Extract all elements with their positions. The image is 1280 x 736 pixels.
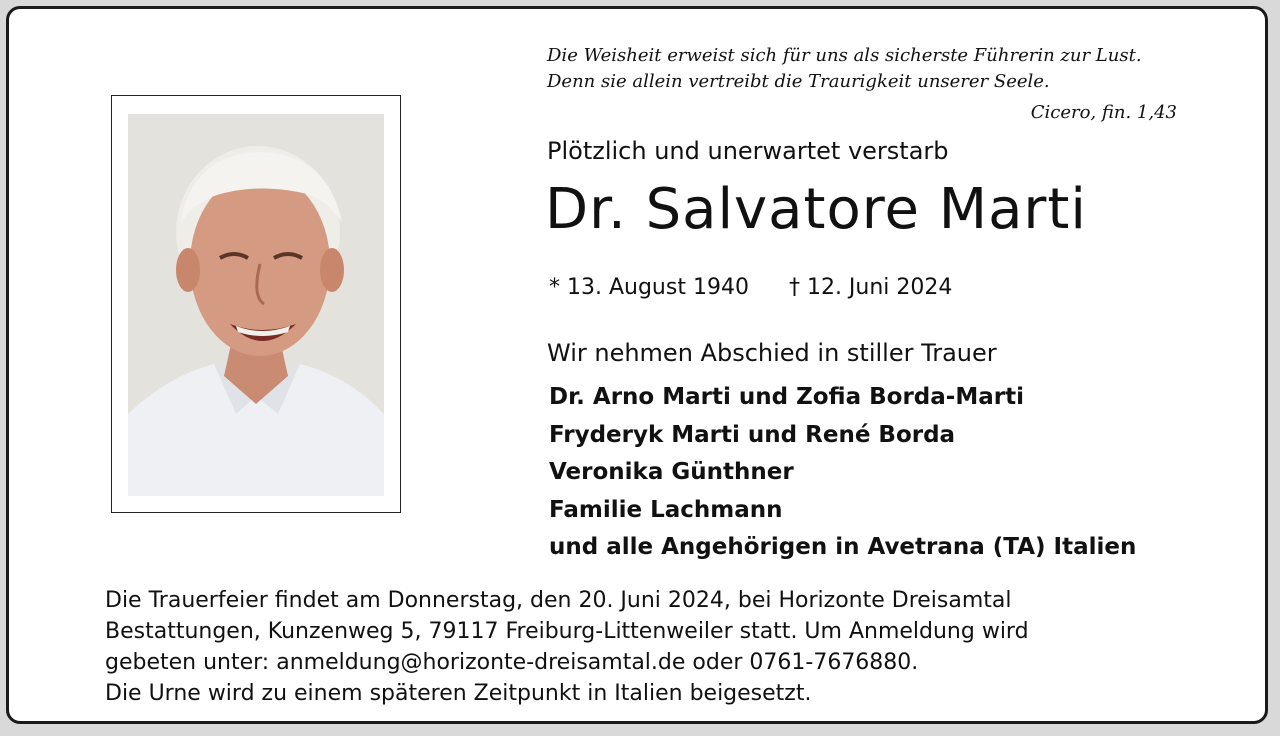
notice-line: Die Urne wird zu einem späteren Zeitpunkt in Italien beigesetzt. [105, 681, 812, 706]
obituary-card [6, 6, 1268, 724]
deceased-name: Dr. Salvatore Marti [545, 177, 1087, 242]
notice-line: Die Trauerfeier findet am Donnerstag, den 20. Juni 2024, bei Horizonte Dreisamtal [105, 588, 1012, 613]
epigraph-quote [547, 43, 1197, 95]
quote-source: Cicero, fin. 1,43 [1030, 102, 1177, 123]
death-date: † 12. Juni 2024 [788, 275, 953, 300]
portrait-illustration [128, 114, 384, 496]
notice-line: Bestattungen, Kunzenweg 5, 79117 Freiburg-Littenweiler statt. Um Anmeldung wird [105, 619, 1029, 644]
mourner-item: Familie Lachmann [549, 496, 783, 523]
mourner-item: und alle Angehörigen in Avetrana (TA) Italien [549, 534, 1137, 560]
quote-line: Denn sie allein vertreibt die Traurigkeit unserer Seele. [547, 71, 1050, 92]
quote-line: Die Weisheit erweist sich für uns als sicherste Führerin zur Lust. [547, 45, 1142, 66]
mourners-list [549, 379, 1136, 567]
farewell-text: Wir nehmen Abschied in stiller Trauer [547, 339, 997, 367]
funeral-notice [105, 585, 1185, 709]
life-dates [549, 275, 952, 300]
portrait-photo [128, 114, 384, 496]
mourner-item: Dr. Arno Marti und Zofia Borda-Marti [549, 384, 1024, 410]
birth-date: * 13. August 1940 [549, 275, 749, 300]
intro-text: Plötzlich und unerwartet verstarb [547, 137, 949, 165]
mourner-item: Fryderyk Marti und René Borda [549, 421, 956, 448]
notice-line: gebeten unter: anmeldung@horizonte-dreisamtal.de oder 0761-7676880. [105, 650, 919, 675]
mourner-item: Veronika Günthner [549, 459, 794, 485]
portrait-frame [111, 95, 401, 513]
